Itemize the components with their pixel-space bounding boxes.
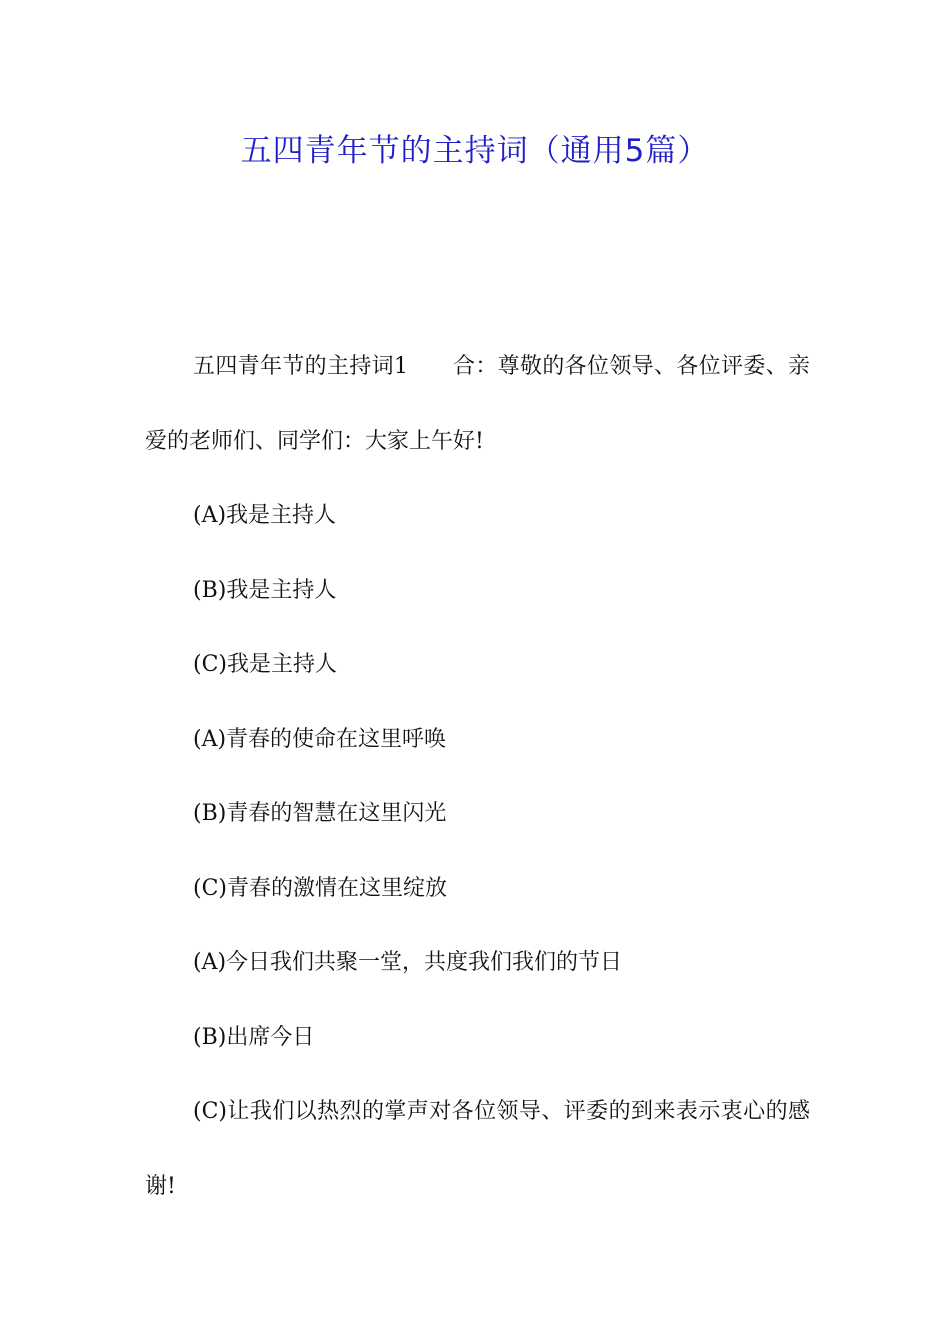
document-body (145, 330, 810, 1224)
paragraph-8: (A)今日我们共聚一堂，共度我们我们的节日 (193, 950, 623, 975)
paragraph-6: (B)青春的智慧在这里闪光 (193, 801, 447, 826)
paragraph-3: (B)我是主持人 (193, 577, 337, 603)
paragraph-10: (C)让我们以热烈的掌声对各位领导、评委的到来表示衷心的感谢! (145, 1099, 810, 1199)
document-title: 五四青年节的主持词（通用5篇） (240, 133, 710, 169)
paragraph-7: (C)青春的激情在这里绽放 (193, 875, 447, 901)
paragraph-5: (A)青春的使命在这里呼唤 (193, 726, 447, 752)
paragraph-1: 五四青年节的主持词1 合：尊敬的各位领导、各位评委、亲爱的老师们、同学们：大家上午好! (145, 354, 810, 454)
paragraph-2: (A)我是主持人 (193, 503, 337, 528)
paragraph-9: (B)出席今日 (193, 1024, 315, 1050)
paragraph-4: (C)我是主持人 (193, 652, 337, 677)
